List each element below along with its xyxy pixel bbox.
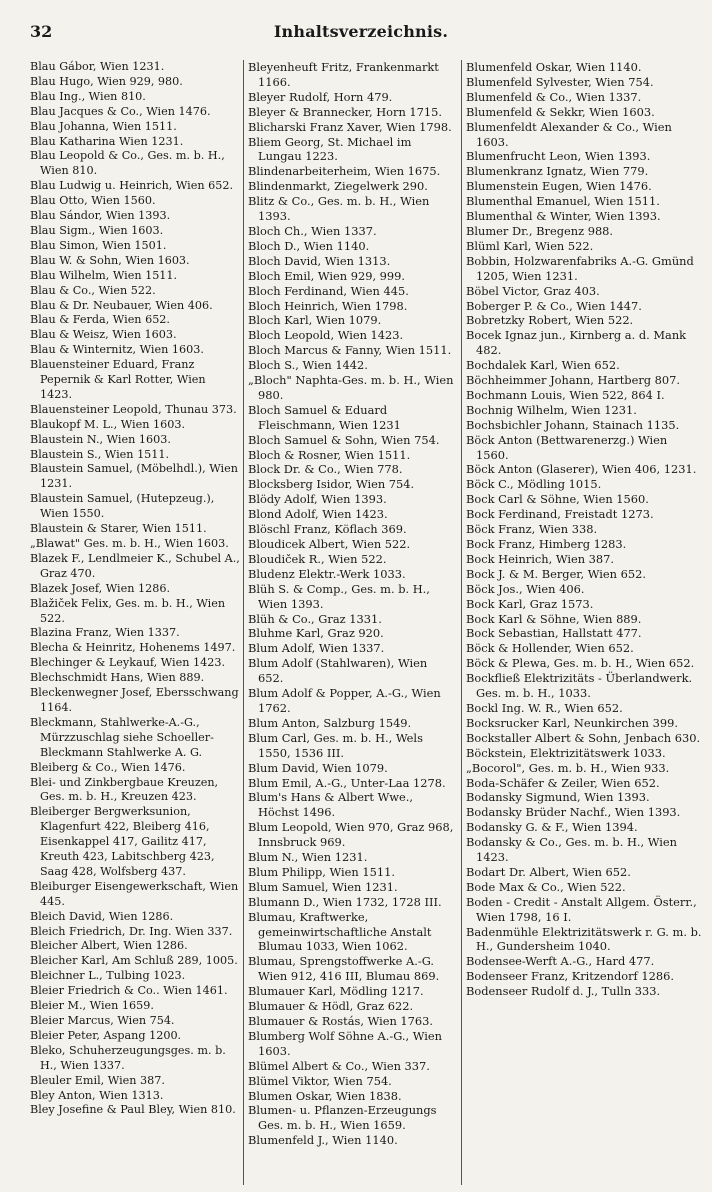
index-entry: Blum N., Wien 1231. xyxy=(248,850,368,865)
index-entry: Bock Ferdinand, Freistadt 1273. xyxy=(466,507,654,522)
index-entry: Blüh S. & Comp., Ges. m. b. H., Wien 1393. xyxy=(248,581,430,611)
index-entry: Bodart Dr. Albert, Wien 652. xyxy=(466,864,631,879)
index-entry: Böck & Plewa, Ges. m. b. H., Wien 652. xyxy=(466,656,695,671)
page-header xyxy=(30,22,692,48)
index-entry: Blumenfeld J., Wien 1140. xyxy=(248,1133,398,1148)
index-entry: Blau Katharina Wien 1231. xyxy=(30,134,184,148)
index-entry: Blau Hugo, Wien 929, 980. xyxy=(30,74,183,88)
index-entry: Blau Simon, Wien 1501. xyxy=(30,238,167,252)
index-entry: Bodansky & Co., Ges. m. b. H., Wien 1423. xyxy=(466,835,677,865)
index-entry: Blau Gábor, Wien 1231. xyxy=(30,60,165,73)
index-entry: Blau & Co., Wien 522. xyxy=(30,283,156,297)
index-entry: Blumenthal Emanuel, Wien 1511. xyxy=(466,194,660,209)
index-entry: Bobbin, Holzwarenfabriks A.-G. Gmünd 1205, Wien 1231. xyxy=(466,253,694,283)
index-entry: Bleyer & Brannecker, Horn 1715. xyxy=(248,104,443,119)
index-entry: Bloch Karl, Wien 1079. xyxy=(248,313,382,328)
index-entry: Blumen Oskar, Wien 1838. xyxy=(248,1088,402,1103)
index-entry: Blau Ing., Wien 810. xyxy=(30,89,146,103)
index-entry: Blau & Winternitz, Wien 1603. xyxy=(30,343,204,357)
index-entry: Blicharski Franz Xaver, Wien 1798. xyxy=(248,119,452,134)
index-entry: Bode Max & Co., Wien 522. xyxy=(466,879,626,894)
index-entry: Blümel Albert & Co., Wien 337. xyxy=(248,1058,430,1073)
index-entry: Blumenthal & Winter, Wien 1393. xyxy=(466,209,661,224)
index-entry: Bleier M., Wien 1659. xyxy=(30,999,154,1013)
index-entry: Blum David, Wien 1079. xyxy=(248,760,388,775)
index-entry: Blum Anton, Salzburg 1549. xyxy=(248,715,412,730)
index-entry: Böckstein, Elektrizitätswerk 1033. xyxy=(466,745,666,760)
index-entry: Blüh & Co., Graz 1331. xyxy=(248,611,382,626)
index-entry: Bloch D., Wien 1140. xyxy=(248,238,370,253)
index-entry: Böbel Victor, Graz 403. xyxy=(466,283,600,298)
index-entry: Badenmühle Elektrizitätswerk r. G. m. b. H., Gundersheim 1040. xyxy=(466,924,702,954)
index-entry: Blecha & Heinritz, Hohenems 1497. xyxy=(30,641,236,655)
index-entry: Blumauer Karl, Mödling 1217. xyxy=(248,984,424,999)
index-entry: Blaustein S., Wien 1511. xyxy=(30,447,170,461)
index-entry: Blum's Hans & Albert Wwe., Höchst 1496. xyxy=(248,790,414,820)
index-entry: Bodansky Brüder Nachf., Wien 1393. xyxy=(466,805,681,820)
index-entry: Bockfließ Elektrizitäts - Überlandwerk. Ges. m. b. H., 1033. xyxy=(466,671,693,701)
index-entry: Blau Wilhelm, Wien 1511. xyxy=(30,268,178,282)
index-entry: Boda-Schäfer & Zeiler, Wien 652. xyxy=(466,775,660,790)
index-entry: Bochmann Louis, Wien 522, 864 I. xyxy=(466,387,665,402)
index-entry: Bloch Samuel & Sohn, Wien 754. xyxy=(248,432,440,447)
index-entry: Blau Johanna, Wien 1511. xyxy=(30,119,177,133)
index-entry: Blaustein & Starer, Wien 1511. xyxy=(30,522,207,536)
index-entry: Bleicher Karl, Am Schluß 289, 1005. xyxy=(30,954,238,968)
index-entry: „Blawat" Ges. m. b. H., Wien 1603. xyxy=(30,537,229,550)
index-entry: Bochsbichler Johann, Stainach 1135. xyxy=(466,417,680,432)
index-entry: Blumenfrucht Leon, Wien 1393. xyxy=(466,149,651,164)
index-entry: Bleyenheuft Fritz, Frankenmarkt 1166. xyxy=(248,60,439,89)
index-entry: Blazina Franz, Wien 1337. xyxy=(30,626,180,640)
index-entry: Bloch Marcus & Fanny, Wien 1511. xyxy=(248,343,452,358)
index-entry: Bock Sebastian, Hallstatt 477. xyxy=(466,626,642,641)
index-entry: Bleiburger Eisengewerkschaft, Wien 445. xyxy=(30,879,239,908)
index-entry: Bloch Ferdinand, Wien 445. xyxy=(248,283,409,298)
index-entry: Blazek Josef, Wien 1286. xyxy=(30,581,171,595)
index-entry: Bleichner L., Tulbing 1023. xyxy=(30,969,186,983)
index-entry: Blümel Viktor, Wien 754. xyxy=(248,1073,392,1088)
index-entry: Böck Anton (Glaserer), Wien 406, 1231. xyxy=(466,462,697,477)
index-entry: Blöschl Franz, Köflach 369. xyxy=(248,522,407,537)
index-entry: Blüml Karl, Wien 522. xyxy=(466,238,594,253)
index-entry: Blumau, Sprengstoffwerke A.-G. Wien 912, 416 III, Blumau 869. xyxy=(248,954,440,984)
index-entry: Blum Adolf (Stahlwaren), Wien 652. xyxy=(248,656,428,686)
index-entry: Blindenarbeiterheim, Wien 1675. xyxy=(248,164,441,179)
index-entry: Bock Franz, Himberg 1283. xyxy=(466,537,627,551)
index-entry: Blažiček Felix, Ges. m. b. H., Wien 522. xyxy=(30,596,226,625)
index-entry: Bodensee-Werft A.-G., Hard 477. xyxy=(466,954,655,969)
index-entry: Bloch Ch., Wien 1337. xyxy=(248,223,377,238)
index-entry: Blaustein N., Wien 1603. xyxy=(30,432,171,446)
index-entry: Bock J. & M. Berger, Wien 652. xyxy=(466,566,646,581)
index-entry: Bludenz Elektr.-Werk 1033. xyxy=(248,566,406,581)
index-entry: Blau Leopold & Co., Ges. m. b. H., Wien 810. xyxy=(30,149,225,178)
index-columns xyxy=(30,60,702,1185)
index-entry: Bleier Friedrich & Co.. Wien 1461. xyxy=(30,984,228,998)
index-entry: Bleyer Rudolf, Horn 479. xyxy=(248,89,393,104)
index-entry: Blumenfeldt Alexander & Co., Wien 1603. xyxy=(466,119,672,149)
index-entry: Blum Philipp, Wien 1511. xyxy=(248,864,395,879)
index-entry: Blaustein Samuel, (Hutерzeug.), Wien 1550. xyxy=(30,492,215,521)
page-number: 32 xyxy=(30,22,53,41)
index-entry: Bley Josefine & Paul Bley, Wien 810. xyxy=(30,1103,236,1117)
index-entry: Bodansky Sigmund, Wien 1393. xyxy=(466,790,650,805)
index-entry: Bluhme Karl, Graz 920. xyxy=(248,626,384,641)
index-entry: Bodansky G. & F., Wien 1394. xyxy=(466,820,638,835)
index-entry: Blau Sigm., Wien 1603. xyxy=(30,223,164,237)
index-entry: Bock Carl & Söhne, Wien 1560. xyxy=(466,492,649,507)
index-entry: Blau & Ferda, Wien 652. xyxy=(30,313,170,327)
index-entry: Bliem Georg, St. Michael im Lungau 1223. xyxy=(248,134,412,164)
index-entry: Blumauer & Rostás, Wien 1763. xyxy=(248,1014,434,1028)
index-entry: Blumenfeld & Co., Wien 1337. xyxy=(466,89,642,104)
index-entry: Blaustein Samuel, (Möbelhdl.), Wien 1231. xyxy=(30,462,238,491)
index-entry: Bloch Leopold, Wien 1423. xyxy=(248,328,404,343)
index-entry: Bloch Emil, Wien 929, 999. xyxy=(248,268,406,283)
index-entry: Bleier Peter, Aspang 1200. xyxy=(30,1028,182,1042)
index-entry: Blum Samuel, Wien 1231. xyxy=(248,879,398,894)
index-entry: Blumenfeld & Sekkr, Wien 1603. xyxy=(466,104,655,119)
index-entry: Blau W. & Sohn, Wien 1603. xyxy=(30,253,190,267)
index-entry: Blauensteiner Leopold, Thunau 373. xyxy=(30,402,237,416)
index-entry: Bocksrucker Karl, Neunkirchen 399. xyxy=(466,715,679,730)
index-entry: Bloudiček R., Wien 522. xyxy=(248,551,387,566)
index-entry: Blauensteiner Eduard, Franz Pepernik & Karl Rotter, Wien 1423. xyxy=(30,358,206,401)
index-entry: Bodenseer Franz, Kritzendorf 1286. xyxy=(466,969,675,984)
index-entry: Bleier Marcus, Wien 754. xyxy=(30,1014,175,1027)
index-entry: Blocksberg Isidor, Wien 754. xyxy=(248,477,415,492)
index-entry: Blazek F., Lendlmeier K., Schubel A., Graz 470. xyxy=(30,551,240,580)
index-entry: Blumenfeld Oskar, Wien 1140. xyxy=(466,60,642,74)
index-entry: Bock Heinrich, Wien 387. xyxy=(466,551,615,566)
index-entry: Böck Jos., Wien 406. xyxy=(466,581,585,596)
index-entry: Bockl Ing. W. R., Wien 652. xyxy=(466,700,623,715)
index-entry: Bloch David, Wien 1313. xyxy=(248,253,391,268)
index-entry: Bock Karl & Söhne, Wien 889. xyxy=(466,611,642,626)
index-entry: Blechinger & Leykauf, Wien 1423. xyxy=(30,656,226,670)
index-entry: Bleich David, Wien 1286. xyxy=(30,909,174,923)
index-entry: Bochdalek Karl, Wien 652. xyxy=(466,358,620,373)
index-entry: Bloch & Rosner, Wien 1511. xyxy=(248,447,411,462)
index-entry: Blitz & Co., Ges. m. b. H., Wien 1393. xyxy=(248,194,430,224)
index-column-3 xyxy=(466,60,702,1185)
index-entry: Böck Franz, Wien 338. xyxy=(466,522,598,537)
index-entry: Bleiberg & Co., Wien 1476. xyxy=(30,760,186,774)
index-entry: Bockstaller Albert & Sohn, Jenbach 630. xyxy=(466,730,701,745)
index-entry: Blumau, Kraftwerke, gemeinwirtschaftliche Anstalt Blumau 1033, Wien 1062. xyxy=(248,909,432,954)
index-entry: Böck Anton (Bettwarenerzg.) Wien 1560. xyxy=(466,432,668,462)
index-entry: Blumberg Wolf Söhne A.-G., Wien 1603. xyxy=(248,1028,442,1058)
page-title: Inhaltsverzeichnis. xyxy=(273,22,449,41)
index-entry: Blum Emil, A.-G., Unter-Laa 1278. xyxy=(248,775,446,790)
index-entry: Böck C., Mödling 1015. xyxy=(466,477,602,492)
index-entry: Blau & Dr. Neubauer, Wien 406. xyxy=(30,298,213,312)
index-entry: Bley Anton, Wien 1313. xyxy=(30,1088,164,1102)
index-column-1 xyxy=(30,60,240,1185)
column-divider xyxy=(461,60,462,1185)
index-entry: Bobretzky Robert, Wien 522. xyxy=(466,313,634,328)
index-entry: Bleckmann, Stahlwerke-A.-G., Mürzzuschlag siehe Schoeller-Bleckmann Stahlwerke A. G. xyxy=(30,715,214,759)
index-entry: Blum Carl, Ges. m. b. H., Wels 1550, 1536 III. xyxy=(248,730,423,760)
index-entry: Blumann D., Wien 1732, 1728 III. xyxy=(248,894,442,909)
index-entry: Bock Karl, Graz 1573. xyxy=(466,596,594,611)
index-entry: Blum Adolf, Wien 1337. xyxy=(248,641,385,656)
index-entry: Blum Adolf & Popper, A.-G., Wien 1762. xyxy=(248,686,441,715)
index-entry: „Bocorol", Ges. m. b. H., Wien 933. xyxy=(466,760,670,775)
index-column-2 xyxy=(248,60,456,1185)
index-entry: Bochnig Wilhelm, Wien 1231. xyxy=(466,402,637,417)
index-entry: Bloch S., Wien 1442. xyxy=(248,358,368,373)
index-entry: Bleich Friedrich, Dr. Ing. Wien 337. xyxy=(30,924,233,938)
index-entry: Blumer Dr., Bregenz 988. xyxy=(466,223,614,238)
index-entry: Bleiberger Bergwerksunion, Klagenfurt 422, Bleiberg 416, Eisenkappel 417, Gailitz 417, Kreuth 423, Labitschberg 423, Saag 428, Wolfsberg 437. xyxy=(30,805,215,878)
index-entry: Bloch Samuel & Eduard Fleischmann, Wien 1231 xyxy=(248,402,401,432)
index-entry: Blau Jacques & Co., Wien 1476. xyxy=(30,104,211,118)
index-entry: Blumenstein Eugen, Wien 1476. xyxy=(466,179,652,194)
index-entry: Blau Sándor, Wien 1393. xyxy=(30,209,171,223)
index-entry: Bleckenwegner Josef, Ebersschwang 1164. xyxy=(30,686,239,714)
index-entry: Bleko, Schuherzeugungsges. m. b. H., Wien 1337. xyxy=(30,1043,226,1072)
index-entry: Böchheimmer Johann, Hartberg 807. xyxy=(466,373,681,388)
index-entry: Böck & Hollender, Wien 652. xyxy=(466,641,634,656)
index-entry: Bocek Ignaz jun., Kirnberg a. d. Mank 482. xyxy=(466,328,687,358)
index-entry: Bodenseer Rudolf d. J., Tulln 333. xyxy=(466,984,661,999)
index-entry: Blau & Weisz, Wien 1603. xyxy=(30,328,177,342)
column-divider xyxy=(243,60,244,1185)
index-entry: Bloudicek Albert, Wien 522. xyxy=(248,537,411,551)
index-entry: Blumen- u. Pflanzen-Erzeugungs Ges. m. b. H., Wien 1659. xyxy=(248,1103,437,1133)
index-entry: Blumauer & Hödl, Graz 622. xyxy=(248,999,414,1014)
index-entry: Blau Otto, Wien 1560. xyxy=(30,194,156,208)
index-entry: Blödy Adolf, Wien 1393. xyxy=(248,492,387,507)
index-entry: Blindenmarkt, Ziegelwerk 290. xyxy=(248,179,428,194)
index-entry: Bloch Heinrich, Wien 1798. xyxy=(248,298,408,313)
index-entry: Bleicher Albert, Wien 1286. xyxy=(30,939,188,953)
index-entry: Blumenkranz Ignatz, Wien 779. xyxy=(466,164,649,179)
index-entry: „Bloch" Naphta-Ges. m. b. H., Wien 980. xyxy=(248,373,454,402)
index-entry: Blum Leopold, Wien 970, Graz 968, Innsbruck 969. xyxy=(248,820,454,850)
index-entry: Blei- und Zinkbergbaue Kreuzen, Ges. m. b. H., Kreuzen 423. xyxy=(30,775,219,804)
index-entry: Blumenfeld Sylvester, Wien 754. xyxy=(466,74,654,89)
index-entry: Block Dr. & Co., Wien 778. xyxy=(248,462,403,477)
index-entry: Bleuler Emil, Wien 387. xyxy=(30,1073,165,1087)
index-entry: Boden - Credit - Anstalt Allgem. Österr., Wien 1798, 16 I. xyxy=(466,894,697,924)
index-entry: Blechschmidt Hans, Wien 889. xyxy=(30,671,205,685)
index-entry: Boberger P. & Co., Wien 1447. xyxy=(466,298,642,313)
index-entry: Blau Ludwig u. Heinrich, Wien 652. xyxy=(30,179,234,193)
index-entry: Blaukopf M. L., Wien 1603. xyxy=(30,417,186,431)
index-entry: Blond Adolf, Wien 1423. xyxy=(248,507,388,522)
